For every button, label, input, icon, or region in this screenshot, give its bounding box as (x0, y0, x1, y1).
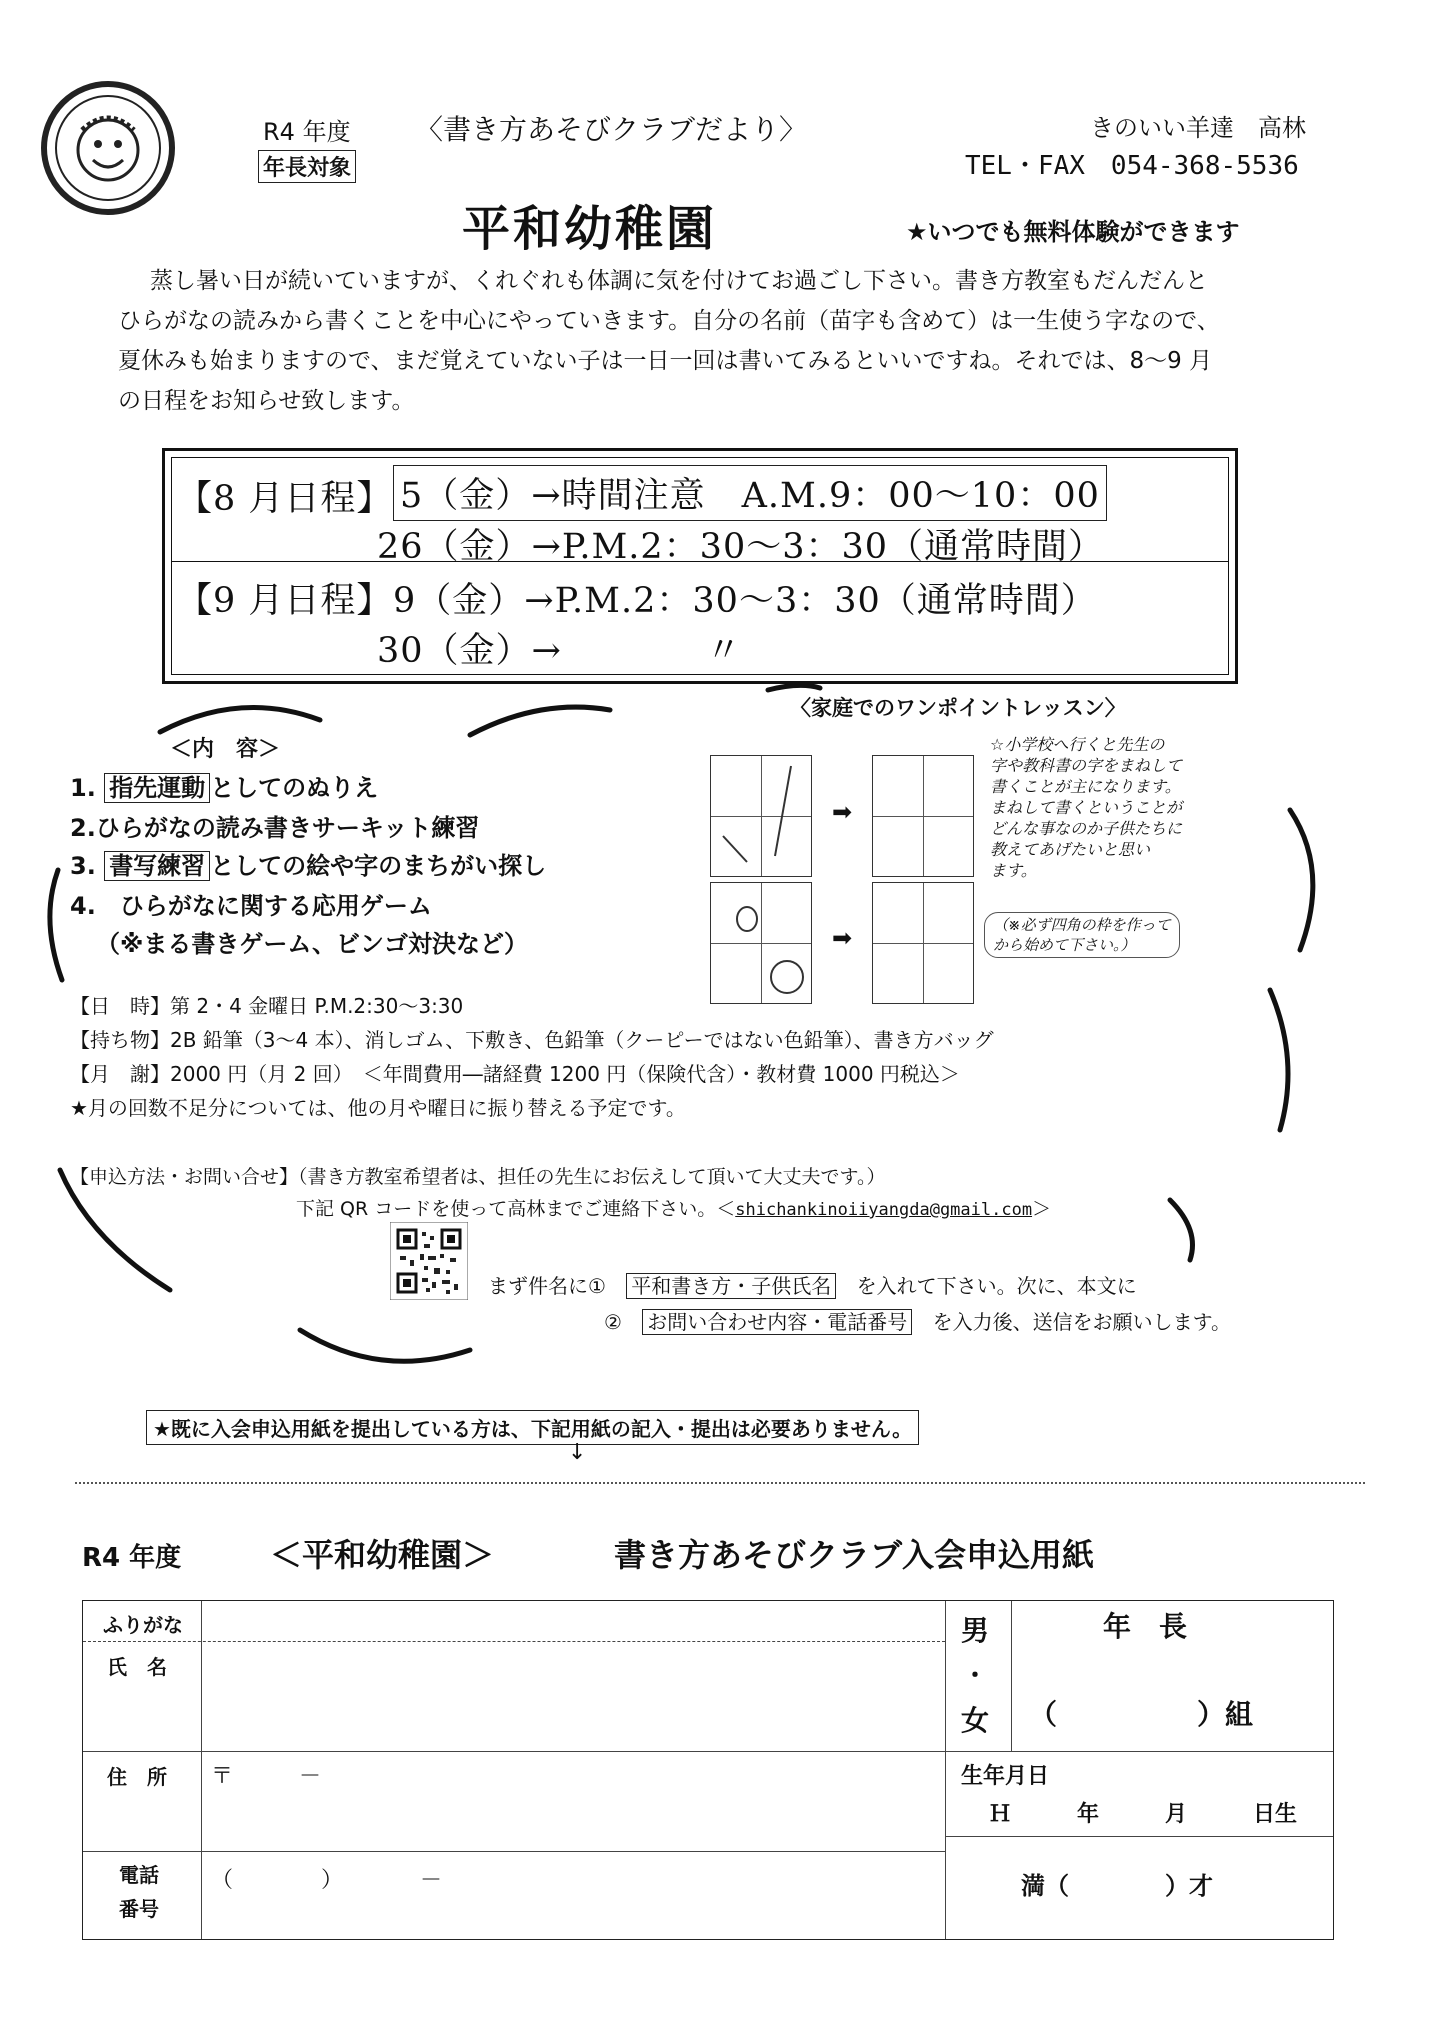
gender-dot: ・ (963, 1661, 987, 1689)
form-year: R4 年度 (82, 1543, 182, 1573)
body-format-box: お問い合わせ内容・電話番号 (642, 1309, 912, 1335)
aug-date-1: 5（金） (400, 476, 532, 516)
contact-email-link[interactable]: shichankinoiiyangda@gmail.com (735, 1200, 1033, 1220)
age-field[interactable]: 満（ ）才 (1021, 1872, 1213, 1900)
qr-code[interactable] (390, 1222, 468, 1300)
lesson-note-2-line: （※必ず四角の枠を作って (993, 916, 1171, 934)
aug-label: 【8 月日程】 (177, 479, 393, 519)
subject-format-box: 平和書き方・子供氏名 (626, 1273, 836, 1299)
application-form-table (82, 1600, 1334, 1940)
contents-item-1 (70, 768, 378, 803)
gender-male[interactable]: 男 (961, 1614, 990, 1647)
lesson-note-2-line: から始めて下さい。） (993, 936, 1136, 954)
sep-date-2: 30（金）→ 〃 (377, 631, 742, 671)
intro-line-2: ひらがなの読みから書くことを中心にやっていきます。自分の名前（苗字も含めて）は一生使う字なので、 (118, 308, 1220, 334)
header-tel: TEL・FAX 054-368-5536 (965, 151, 1299, 181)
apply-step-2-prefix: ② (604, 1310, 622, 1334)
cut-line (75, 1482, 1365, 1484)
contents-item-4-sub: （※まる書きゲーム、ビンゴ対決など） (96, 930, 529, 958)
details-items: 【持ち物】2B 鉛筆（3～4 本）、消しゴム、下敷き、色鉛筆（クーピーではない色鉛筆）、書き方バッグ (70, 1028, 994, 1052)
birth-label: 生年月日 (961, 1764, 1050, 1789)
apply-line-2-end: ＞ (1032, 1198, 1052, 1220)
practice-grid-4 (872, 882, 974, 1004)
gender-female[interactable]: 女 (961, 1704, 990, 1737)
intro-line-1: 蒸し暑い日が続いていますが、くれぐれも体調に気を付けてお過ごし下さい。書き方教室もだんだんと (150, 268, 1208, 294)
header-target: 年長対象 (258, 150, 356, 183)
newsletter-title: 〈書き方あそびクラブだより〉 (415, 113, 808, 146)
contents-item-1-num: 1. (70, 774, 96, 802)
details-fee: 【月 謝】2000 円（月 2 回） ＜年間費用―諸経費 1200 円（保険代含）・教材費 1000 円税込＞ (70, 1062, 960, 1086)
grade-label: 年 長 (1103, 1610, 1188, 1643)
address-label: 住 所 (107, 1765, 167, 1789)
form-title: 書き方あそびクラブ入会申込用紙 (614, 1536, 1095, 1574)
header-year: R4 年度 (263, 118, 351, 146)
practice-grid-3 (710, 882, 812, 1004)
apply-line-1: 【申込方法・お問い合せ】（書き方教室希望者は、担任の先生にお伝えして頂いて大丈夫です。） (70, 1166, 886, 1188)
lesson-note-2 (984, 912, 1180, 958)
apply-line-2-text: 下記 QR コードを使って高林までご連絡下さい。＜ (296, 1198, 736, 1220)
sep-label: 【9 月日程】 (177, 581, 393, 621)
lesson-arrow-1: ➡ (832, 798, 853, 826)
contents-item-1-text: としてのぬりえ (210, 774, 379, 802)
contents-item-3-num: 3. (70, 852, 96, 880)
address-field[interactable]: 〒 － (211, 1764, 322, 1789)
contents-item-2: 2.ひらがなの読み書きサーキット練習 (70, 814, 480, 842)
apply-step-1-prefix: まず件名に① (488, 1274, 606, 1298)
schedule-box (162, 448, 1238, 684)
contents-item-1-key: 指先運動 (104, 773, 210, 803)
lesson-note-line: ☆小学校へ行くと先生の (990, 735, 1165, 754)
free-trial-note: ★いつでも無料体験ができます (906, 218, 1240, 246)
furigana-label: ふりがな (103, 1613, 183, 1637)
contents-item-3-text: としての絵や字のまちがい探し (210, 852, 547, 880)
aug-date-2: 26（金）→P.M.2：30～3：30（通常時間） (377, 527, 1105, 567)
apply-step-1-suffix: を入れて下さい。次に、本文に (856, 1274, 1137, 1298)
aug-date-1-box (393, 465, 1107, 521)
apply-step-1 (488, 1270, 1137, 1299)
school-title: 平和幼稚園 (462, 201, 718, 257)
apply-line-2 (296, 1194, 1051, 1221)
lesson-title: 〈家庭でのワンポイントレッスン〉 (790, 696, 1126, 720)
furigana-field[interactable] (203, 1601, 943, 1641)
intro-line-4: の日程をお知らせ致します。 (118, 388, 415, 414)
stamp-logo (38, 78, 178, 218)
details-datetime: 【日 時】第 2・4 金曜日 P.M.2:30～3:30 (70, 994, 464, 1018)
apply-step-2-suffix: を入力後、送信をお願いします。 (932, 1310, 1232, 1334)
lesson-note-line: まねして書くということが (990, 798, 1183, 817)
name-label: 氏 名 (107, 1655, 167, 1679)
contents-title: ＜内 容＞ (170, 737, 281, 762)
lesson-note-line: 字や教科書の字をまねして (990, 756, 1183, 775)
lesson-note (990, 734, 1182, 881)
form-school: ＜平和幼稚園＞ (270, 1536, 495, 1574)
lesson-note-line: 教えてあげたいと思い (990, 840, 1151, 859)
down-arrow: ↓ (568, 1440, 587, 1465)
class-field[interactable]: （ ）組 (1029, 1698, 1254, 1731)
contents-item-3-key: 書写練習 (104, 851, 210, 881)
phone-field[interactable]: （ ） － (211, 1868, 443, 1893)
birth-field[interactable]: Ｈ 年 月 日生 (989, 1802, 1298, 1827)
lesson-note-line: どんな事なのか子供たちに (990, 819, 1183, 838)
sep-date-1: 9（金）→P.M.2：30～3：30（通常時間） (393, 581, 1097, 621)
lesson-note-line: 書くことが主になります。 (990, 777, 1181, 796)
lesson-arrow-2: ➡ (832, 924, 853, 952)
intro-line-3: 夏休みも始まりますので、まだ覚えていない子は一日一回は書いてみるといいですね。それでは、8～9 月 (118, 348, 1213, 374)
header-org: きのいい羊達 高林 (1090, 114, 1306, 142)
details-note: ★月の回数不足分については、他の月や曜日に振り替える予定です。 (70, 1096, 686, 1120)
practice-grid-2 (872, 755, 974, 877)
apply-step-2 (604, 1306, 1231, 1335)
practice-grid-1 (710, 755, 812, 877)
already-submitted-notice: ★既に入会申込用紙を提出している方は、下記用紙の記入・提出は必要ありません。 (146, 1410, 919, 1445)
contents-item-3 (70, 846, 546, 881)
lesson-note-line: ます。 (990, 861, 1037, 880)
name-field[interactable] (203, 1643, 943, 1749)
phone-label-2: 番号 (119, 1897, 159, 1921)
aug-date-1-time: →時間注意 A.M.9：00～10：00 (531, 476, 1100, 516)
contents-item-4: 4. ひらがなに関する応用ゲーム (70, 892, 432, 920)
phone-label-1: 電話 (119, 1863, 159, 1887)
